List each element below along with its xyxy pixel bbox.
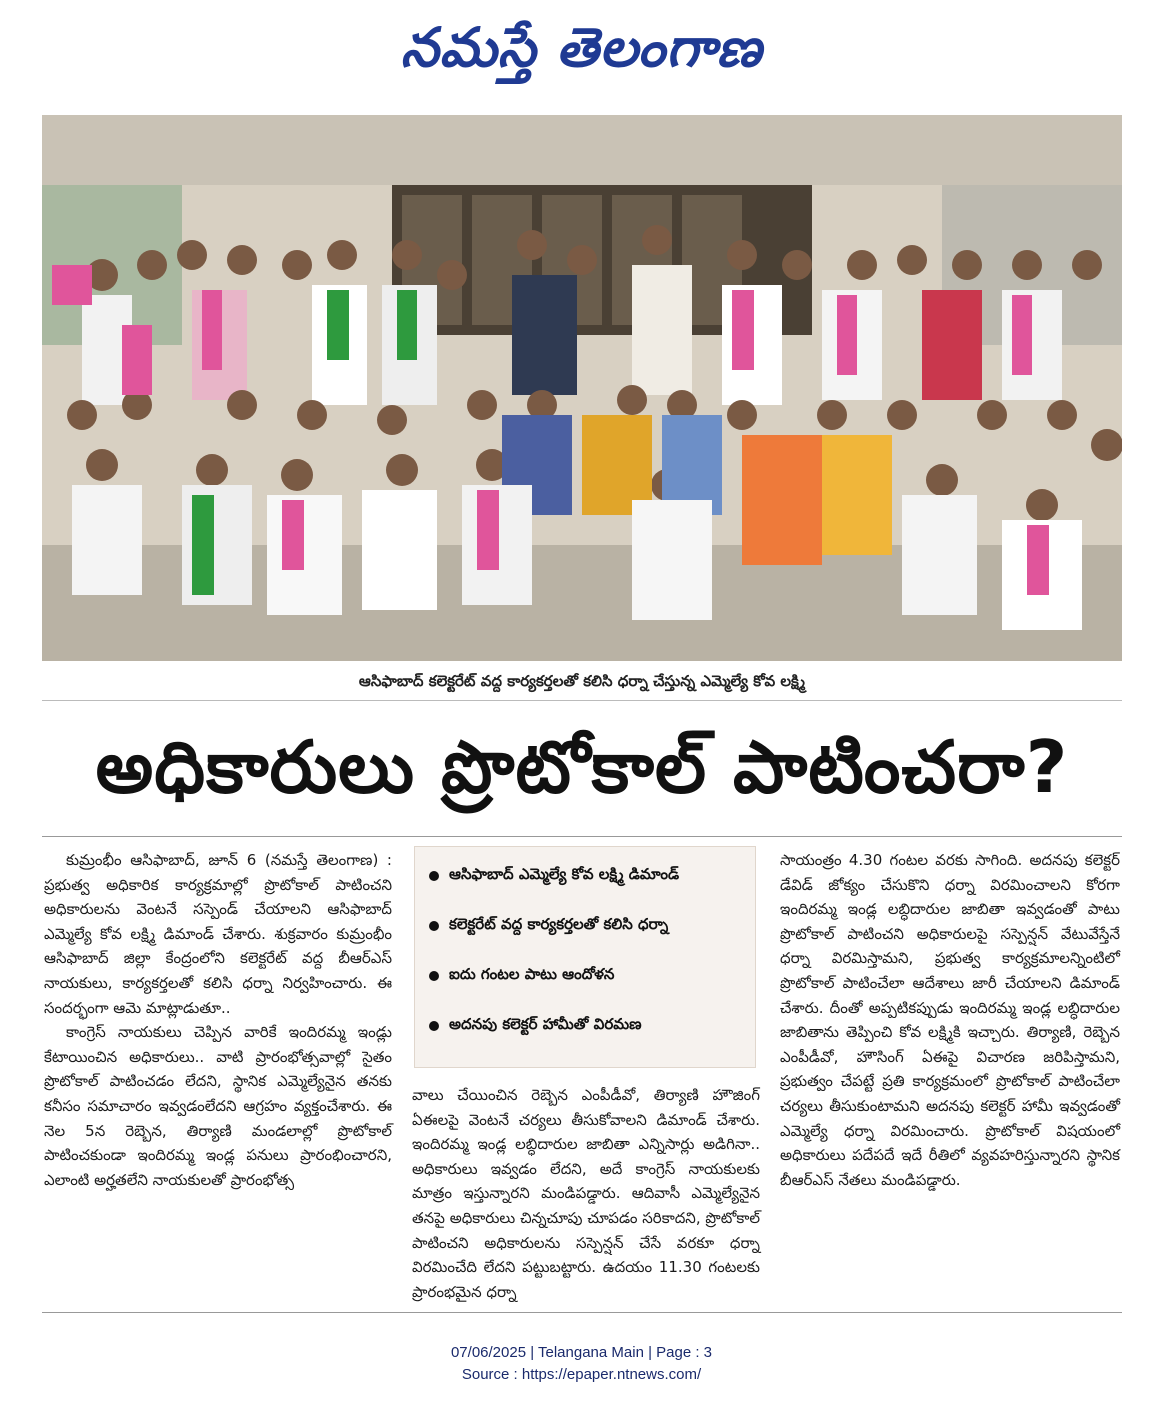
footer (0, 1342, 1163, 1386)
article-column-2 (412, 1083, 760, 1304)
news-photo (42, 115, 1122, 661)
highlights-box (414, 846, 756, 1068)
highlight-text: కలెక్టరేట్ వద్ద కార్యకర్తలతో కలిసి ధర్నా (449, 915, 669, 933)
masthead-title: నమస్తే తెలంగాణ (400, 15, 763, 79)
divider (42, 1312, 1122, 1313)
article-paragraph: వాలు చేయించిన రెబ్బెన ఎంపీడీవో, తిర్యాణి హౌజింగ్ ఏఈలపై వెంటనే చర్యలు తీసుకోవాలని డిమాండ్ చేశారు. ఇందిరమ్మ ఇండ్ల లబ్ధిదారుల జాబితా ఎన్నిసార్లు అడిగినా.. అధికారులు ఇవ్వడం లేదని, అదే కాంగ్రెస్ నాయకులకు మాత్రం ఇస్తున్నారని మండిపడ్డారు. ఆదివాసీ ఎమ్మెల్యేనైన తనపై అధికారులు చిన్నచూపు చూపడం సరికాదని, ప్రొటోకాల్ పాటించని అధికారులను సస్పెన్షన్ చేసే వరకూ ధర్నా విరమించేది లేదని పట్టుబట్టారు. ఉదయం 11.30 గంటలకు ప్రారంభమైన ధర్నా (412, 1086, 760, 1301)
highlight-text: ఐదు గంటల పాటు ఆందోళన (449, 965, 615, 983)
highlight-text: ఆసిఫాబాద్ ఎమ్మెల్యే కోవ లక్ష్మి డిమాండ్ (449, 865, 680, 883)
bullet-icon (429, 921, 439, 931)
article-column-3 (780, 848, 1120, 1192)
article-column-1 (44, 848, 392, 1192)
bullet-icon (429, 1021, 439, 1031)
bullet-icon (429, 971, 439, 981)
article-paragraph: కుమ్రంభీం ఆసిఫాబాద్, జూన్ 6 (నమస్తే తెలంగాణ) : ప్రభుత్వ అధికారిక కార్యక్రమాల్లో ప్రొటోకాల్ పాటించని అధికారులను వెంటనే సస్పెండ్ చేయాలని ఆసిఫాబాద్ ఎమ్మెల్యే కోవ లక్ష్మి డిమాండ్ చేశారు. శుక్రవారం కుమ్రంభీం ఆసిఫాబాద్ జిల్లా కేంద్రంలోని కలెక్టరేట్ వద్ద బీఆర్ఎస్ నాయకులు, కార్యకర్తలతో కలిసి ధర్నా నిర్వహించారు. ఈ సందర్భంగా ఆమె మాట్లాడుతూ.. (44, 851, 392, 1017)
headline: అధికారులు ప్రొటోకాల్ పాటించరా? (95, 725, 1069, 809)
highlight-item (423, 1007, 747, 1045)
divider (42, 836, 1122, 837)
photo-caption: ఆసిఫాబాద్ కలెక్టరేట్ వద్ద కార్యకర్తలతో కలిసి ధర్నా చేస్తున్న ఎమ్మెల్యే కోవ లక్ష్మి (358, 672, 806, 690)
article-paragraph: కాంగ్రెస్ నాయకులు చెప్పిన వారికే ఇందిరమ్మ ఇండ్లు కేటాయించిన అధికారులు.. వాటి ప్రారంభోత్సవాల్లో సైతం ప్రొటోకాల్ పాటించడం లేదని, స్థానిక ఎమ్మెల్యేనైన తనకు కనీసం సమాచారం ఇవ్వడంలేదని ఆగ్రహం వ్యక్తంచేశారు. ఈ నెల 5న రెబ్బెన, తిర్యాణి మండలాల్లో ప్రొటోకాల్ పాటించకుండా ఇందిరమ్మ ఇండ్ల పనులు ప్రారంభించారని, ఎలాంటి అర్హతలేని నాయకులతో ప్రారంభోత్స (44, 1023, 392, 1189)
protest-photo-illustration (42, 115, 1122, 661)
highlight-item (423, 907, 747, 945)
footer-source-link[interactable]: Source : https://epaper.ntnews.com/ (461, 1366, 702, 1383)
article-paragraph: సాయంత్రం 4.30 గంటల వరకు సాగింది. అదనపు కలెక్టర్ డేవిడ్ జోక్యం చేసుకొని ధర్నా విరమించాలని కోరగా ఇందిరమ్మ ఇండ్ల లబ్ధిదారుల జాబితా ఇవ్వడంతో పాటు ప్రొటోకాల్ పాటించని అధికారులపై సస్పెన్షన్ వేటువేస్తేనే ధర్నా విరమిస్తామని, ప్రభుత్వ కార్యక్రమాలన్నింటిలో ప్రొటోకాల్ పాటించేలా ఆదేశాలు జారీ చేయాలని డిమాండ్ చేశారు. దీంతో అప్పటికప్పుడు ఇందిరమ్మ ఇండ్ల లబ్ధిదారుల జాబితాను తెప్పించి కోవ లక్ష్మికి ఇచ్చారు. తిర్యాణి, రెబ్బెన ఎంపీడీవో, హౌసింగ్ ఏఈపై విచారణ జరిపిస్తామని, ప్రభుత్వం చేపట్టే ప్రతి కార్యక్రమంలో ప్రొటోకాల్ పాటించేలా చర్యలు తీసుకుంటామని అదనపు కలెక్టర్ హామీ ఇవ్వడంతో ఎమ్మెల్యే ధర్నా విరమించారు. ప్రొటోకాల్ విషయంలో అధికారులు పదేపదే ఇదే రీతిలో వ్యవహరిస్తున్నారని స్థానిక బీఆర్ఎస్ నేతలు మండిపడ్డారు. (780, 851, 1120, 1189)
bullet-icon (429, 871, 439, 881)
divider (42, 700, 1122, 701)
highlight-item (423, 957, 747, 995)
highlight-text: అదనపు కలెక్టర్ హామీతో విరమణ (449, 1015, 642, 1033)
highlight-item (423, 857, 747, 895)
footer-date-page: 07/06/2025 | Telangana Main | Page : 3 (450, 1344, 713, 1361)
